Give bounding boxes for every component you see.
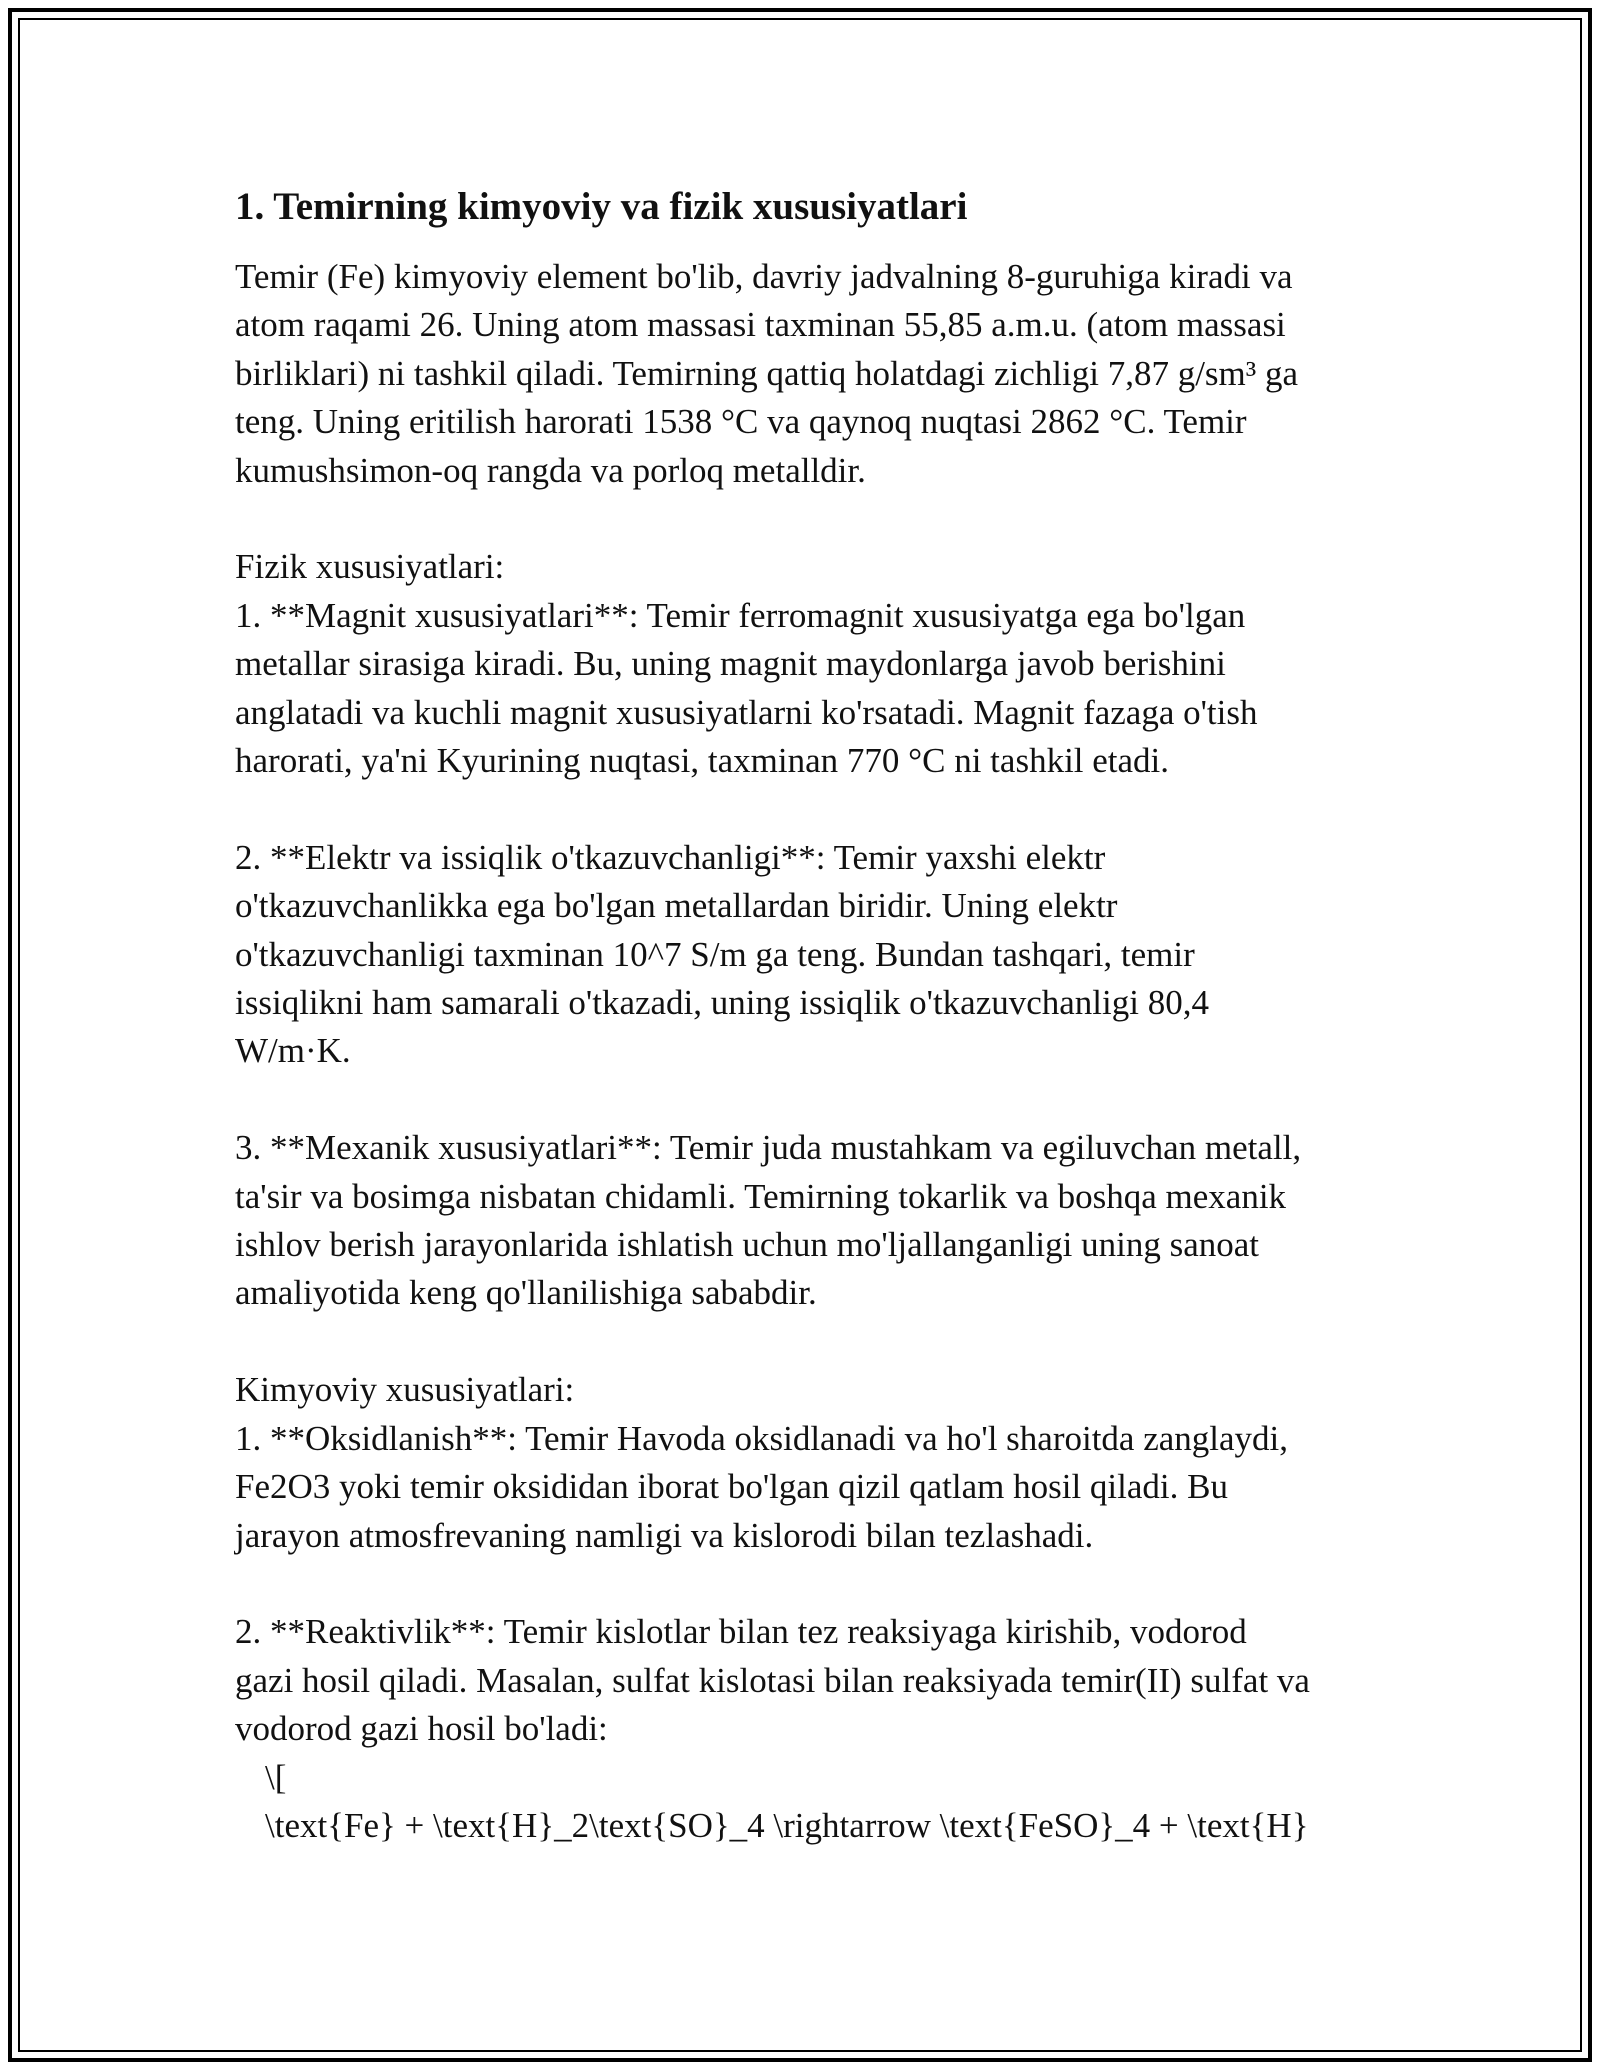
formula-line: \[ xyxy=(265,1757,287,1797)
intro-line: teng. Uning eritilish harorati 1538 °C va qaynoq nuqtasi 2862 °C. Temir xyxy=(235,402,1247,442)
intro-line: kumushsimon-oq rangda va porloq metalldir. xyxy=(235,450,866,490)
physical-item-magnetic-line: 1. **Magnit xususiyatlari**: Temir ferromagnit xususiyatga ega bo'lgan xyxy=(235,595,1246,635)
chemical-item-reactivity-line: gazi hosil qiladi. Masalan, sulfat kislotasi bilan reaksiyada temir(II) sulfat va xyxy=(235,1660,1310,1700)
paragraph-gap xyxy=(235,1076,1375,1124)
chemical-item-reactivity-line: vodorod gazi hosil bo'ladi: xyxy=(235,1709,608,1749)
physical-item-magnetic-line: metallar sirasiga kiradi. Bu, uning magnit maydonlarga javob berishini xyxy=(235,644,1226,684)
formula-line: \text{Fe} + \text{H}_2\text{SO}_4 \rightarrow \text{FeSO}_4 + \text{H} xyxy=(265,1805,1309,1845)
chemical-item-oxidation-line: jarayon atmosfrevaning namligi va kislorodi bilan tezlashadi. xyxy=(235,1515,1094,1555)
physical-item-magnetic-line: anglatadi va kuchli magnit xususiyatlarni ko'rsatadi. Magnit fazaga o'tish xyxy=(235,692,1258,732)
physical-item-conductivity-line: issiqlikni ham samarali o'tkazadi, uning issiqlik o'tkazuvchanligi 80,4 xyxy=(235,983,1209,1023)
paragraph-gap xyxy=(235,1560,1375,1608)
document-body xyxy=(235,183,1375,1850)
physical-item-magnetic-line: harorati, ya'ni Kyurining nuqtasi, taxminan 770 °C ni tashkil etadi. xyxy=(235,741,1170,781)
paragraph-gap xyxy=(235,785,1375,833)
physical-item-mechanical-line: amaliyotida keng qo'llanilishiga sababdir. xyxy=(235,1273,817,1313)
physical-item-conductivity-line: 2. **Elektr va issiqlik o'tkazuvchanligi**: Temir yaxshi elektr xyxy=(235,837,1106,877)
physical-properties-heading: Fizik xususiyatlari: xyxy=(235,547,505,587)
paragraph-gap xyxy=(235,495,1375,543)
physical-item-conductivity-line: W/m·K. xyxy=(235,1031,351,1071)
intro-line: atom raqami 26. Uning atom massasi taxminan 55,85 a.m.u. (atom massasi xyxy=(235,305,1286,345)
physical-item-conductivity-line: o'tkazuvchanlikka ega bo'lgan metallardan biridir. Uning elektr xyxy=(235,886,1118,926)
intro-line: Temir (Fe) kimyoviy element bo'lib, davriy jadvalning 8-guruhiga kiradi va xyxy=(235,257,1293,296)
physical-item-conductivity-line: o'tkazuvchanligi taxminan 10^7 S/m ga teng. Bundan tashqari, temir xyxy=(235,934,1195,974)
chemical-item-oxidation-line: 1. **Oksidlanish**: Temir Havoda oksidlanadi va ho'l sharoitda zanglaydi, xyxy=(235,1418,1289,1458)
chemical-item-oxidation-line: Fe2O3 yoki temir oksididan iborat bo'lgan qizil qatlam hosil qiladi. Bu xyxy=(235,1467,1228,1507)
section-title: 1. Temirning kimyoviy va fizik xususiyatlari xyxy=(235,185,968,228)
chemical-item-reactivity-line: 2. **Reaktivlik**: Temir kislotlar bilan tez reaksiyaga kirishib, vodorod xyxy=(235,1612,1247,1652)
chemical-properties-heading: Kimyoviy xususiyatlari: xyxy=(235,1370,575,1410)
intro-line: birliklari) ni tashkil qiladi. Temirning qattiq holatdagi zichligi 7,87 g/sm³ ga xyxy=(235,353,1299,393)
physical-item-mechanical-line: ta'sir va bosimga nisbatan chidamli. Temirning tokarlik va boshqa mexanik xyxy=(235,1176,1287,1216)
physical-item-mechanical-line: 3. **Mexanik xususiyatlari**: Temir juda mustahkam va egiluvchan metall, xyxy=(235,1128,1302,1168)
paragraph-gap xyxy=(235,1318,1375,1366)
physical-item-mechanical-line: ishlov berish jarayonlarida ishlatish uchun mo'ljallanganligi uning sanoat xyxy=(235,1225,1260,1265)
